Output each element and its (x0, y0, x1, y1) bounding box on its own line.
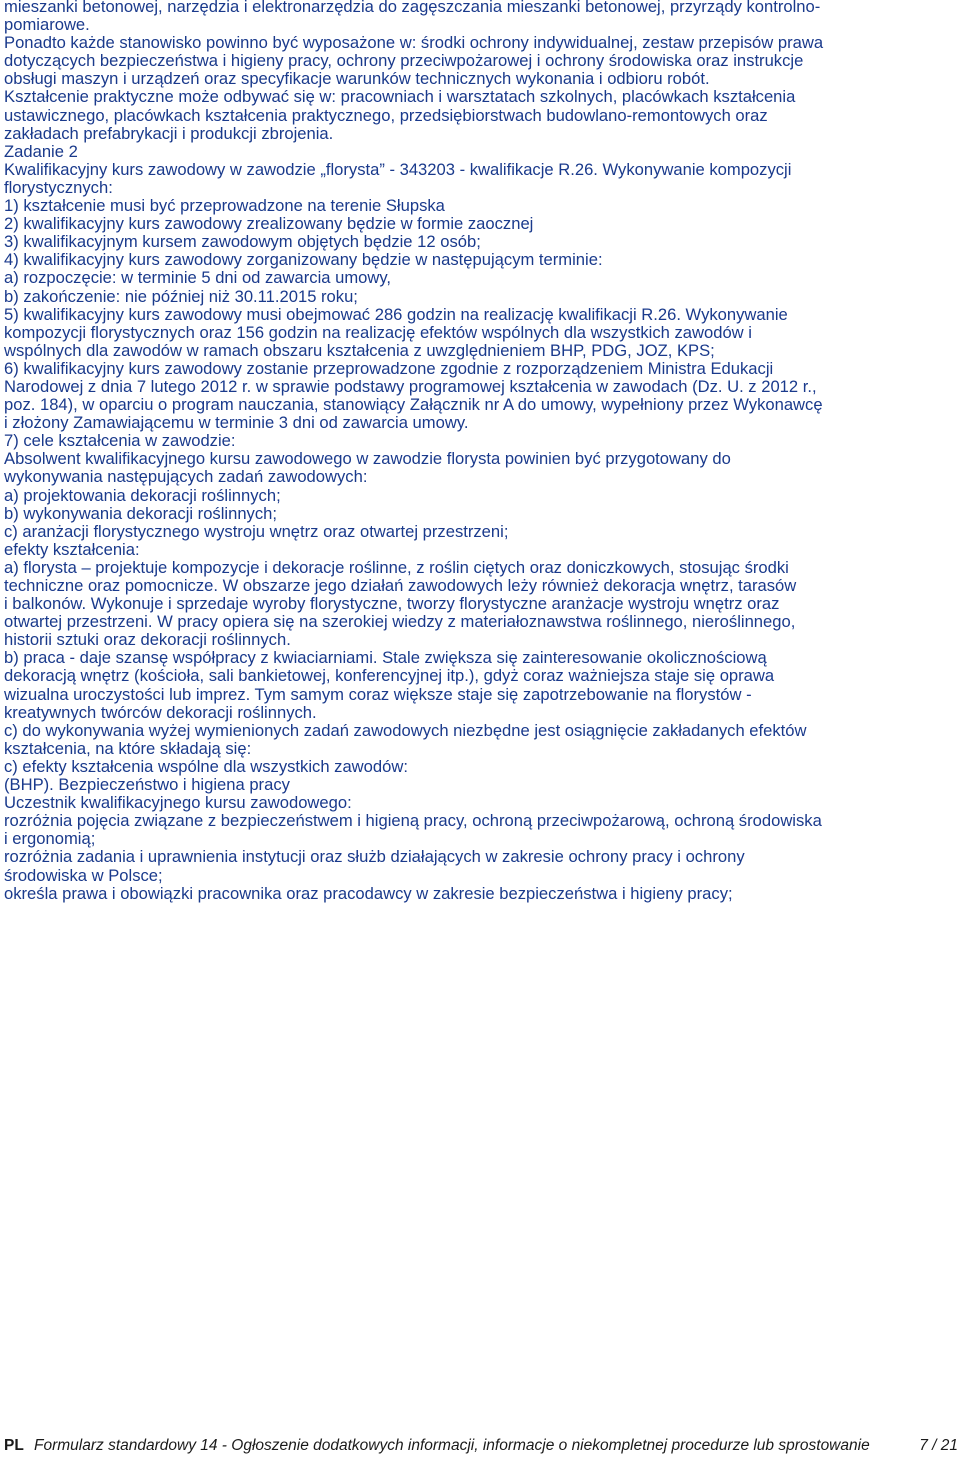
text-line: b) praca - daje szansę współpracy z kwiaciarniami. Stale zwiększa się zainteresowanie okolicznościową (4, 648, 767, 668)
text-line: 3) kwalifikacyjnym kursem zawodowym objętych będzie 12 osób; (4, 232, 481, 252)
text-line: kształcenia, na które składają się: (4, 738, 252, 758)
text-line: wspólnych dla zawodów w ramach obszaru kształcenia z uwzględnieniem BHP, PDG, JOZ, KPS; (4, 340, 715, 360)
text-line: efekty kształcenia: (4, 539, 140, 559)
text-line: ustawicznego, placówkach kształcenia praktycznego, przedsiębiorstwach budowlano-remontowych oraz (4, 105, 768, 125)
text-line: mieszanki betonowej, narzędzia i elektronarzędzia do zagęszczania mieszanki betonowej, przyrządy kontrolno- (4, 0, 821, 16)
text-line: środowiska w Polsce; (4, 865, 163, 885)
text-line: obsługi maszyn i urządzeń oraz specyfikacje warunków technicznych wykonania i odbioru robót. (4, 69, 710, 89)
text-line: Kształcenie praktyczne może odbywać się w: pracowniach i warsztatach szkolnych, placówkach kształcenia (4, 87, 796, 107)
text-line: wykonywania następujących zadań zawodowych: (4, 467, 368, 487)
text-line: techniczne oraz pomocnicze. W obszarze jego działań zawodowych leży również dekoracja wnętrz, tarasów (4, 576, 797, 595)
text-line: c) aranżacji florystycznego wystroju wnętrz oraz otwartej przestrzeni; (4, 521, 509, 541)
text-line: a) projektowania dekoracji roślinnych; (4, 485, 281, 505)
page-footer (4, 1437, 958, 1477)
text-line: Kwalifikacyjny kurs zawodowy w zawodzie „florysta” - 343203 - kwalifikacje R.26. Wykonywanie kompozycji (4, 159, 792, 179)
footer-language: PL (4, 1437, 24, 1454)
text-line: 1) kształcenie musi być przeprowadzone na terenie Słupska (4, 196, 445, 216)
text-line: a) florysta – projektuje kompozycje i dekoracje roślinne, z roślin ciętych oraz doniczkowych, stosując środki (4, 557, 789, 577)
text-line: rozróżnia zadania i uprawnienia instytucji oraz służb działających w zakresie ochrony pracy i ochrony (4, 847, 745, 867)
text-line: dotyczących bezpieczeństwa i higieny pracy, ochrony przeciwpożarowej i ochrony środowiska oraz instrukcje (4, 51, 804, 71)
text-line: Absolwent kwalifikacyjnego kursu zawodowego w zawodzie florysta powinien być przygotowany do (4, 449, 731, 469)
text-line: a) rozpoczęcie: w terminie 5 dni od zawarcia umowy, (4, 268, 392, 288)
text-line: 2) kwalifikacyjny kurs zawodowy zrealizowany będzie w formie zaocznej (4, 214, 534, 234)
text-line: i ergonomią; (4, 829, 96, 849)
text-line: i balkonów. Wykonuje i sprzedaje wyroby florystyczne, tworzy florystyczne aranżacje wystroju wnętrz oraz (4, 594, 780, 614)
text-line: Zadanie 2 (4, 141, 78, 161)
text-line: i złożony Zamawiającemu w terminie 3 dni od zawarcia umowy. (4, 413, 469, 433)
text-line: 4) kwalifikacyjny kurs zawodowy zorganizowany będzie w następującym terminie: (4, 250, 603, 270)
text-line: określa prawa i obowiązki pracownika oraz pracodawcy w zakresie bezpieczeństwa i higieny pracy; (4, 883, 733, 903)
text-line: (BHP). Bezpieczeństwo i higiena pracy (4, 775, 290, 795)
text-line: wizualna uroczystości lub imprez. Tym samym coraz większe staje się zapotrzebowanie na florystów - (4, 684, 752, 704)
footer-page-number: 7 / 21 (919, 1437, 958, 1454)
document-body (4, 0, 958, 903)
text-line: historii sztuki oraz dekoracji roślinnych. (4, 630, 291, 650)
text-line: 7) cele kształcenia w zawodzie: (4, 431, 236, 451)
text-line: rozróżnia pojęcia związane z bezpieczeństwem i higieną pracy, ochroną przeciwpożarową, ochroną środowiska (4, 811, 822, 831)
text-line: poz. 184), w oparciu o program nauczania, stanowiący Załącznik nr A do umowy, wypełniony przez Wykonawcę (4, 395, 823, 415)
text-line: 6) kwalifikacyjny kurs zawodowy zostanie przeprowadzone zgodnie z rozporządzeniem Ministra Edukacji (4, 358, 774, 378)
text-line: Narodowej z dnia 7 lutego 2012 r. w sprawie podstawy programowej kształcenia w zawodach (Dz. U. z 2012 r., (4, 376, 817, 396)
text-line: 5) kwalifikacyjny kurs zawodowy musi obejmować 286 godzin na realizację kwalifikacji R.26. Wykonywanie (4, 304, 788, 324)
text-line: Ponadto każde stanowisko powinno być wyposażone w: środki ochrony indywidualnej, zestaw przepisów prawa (4, 33, 824, 53)
text-line: b) wykonywania dekoracji roślinnych; (4, 503, 277, 523)
text-line: Uczestnik kwalifikacyjnego kursu zawodowego: (4, 793, 352, 813)
text-line: otwartej przestrzeni. W pracy opiera się na szerokiej wiedzy z materiałoznawstwa roślinnego, nieroślinnego, (4, 612, 796, 632)
text-line: pomiarowe. (4, 15, 90, 35)
text-line: b) zakończenie: nie później niż 30.11.2015 roku; (4, 286, 358, 306)
footer-form-title: Formularz standardowy 14 - Ogłoszenie dodatkowych informacji, informacje o niekompletnej procedurze lub sprostowanie (34, 1437, 870, 1454)
text-line: dekoracją wnętrz (kościoła, sali bankietowej, konferencyjnej itp.), gdyż coraz ważniejsza staje się oprawa (4, 666, 775, 686)
text-line: c) efekty kształcenia wspólne dla wszystkich zawodów: (4, 756, 408, 776)
text-line: zakładach prefabrykacji i produkcji zbrojenia. (4, 123, 334, 143)
text-line: c) do wykonywania wyżej wymienionych zadań zawodowych niezbędne jest osiągnięcie zakładanych efektów (4, 720, 807, 740)
text-line: kreatywnych twórców dekoracji roślinnych. (4, 702, 317, 722)
text-line: florystycznych: (4, 177, 113, 197)
text-line: kompozycji florystycznych oraz 156 godzin na realizację efektów wspólnych dla wszystkich zawodów i (4, 322, 752, 342)
